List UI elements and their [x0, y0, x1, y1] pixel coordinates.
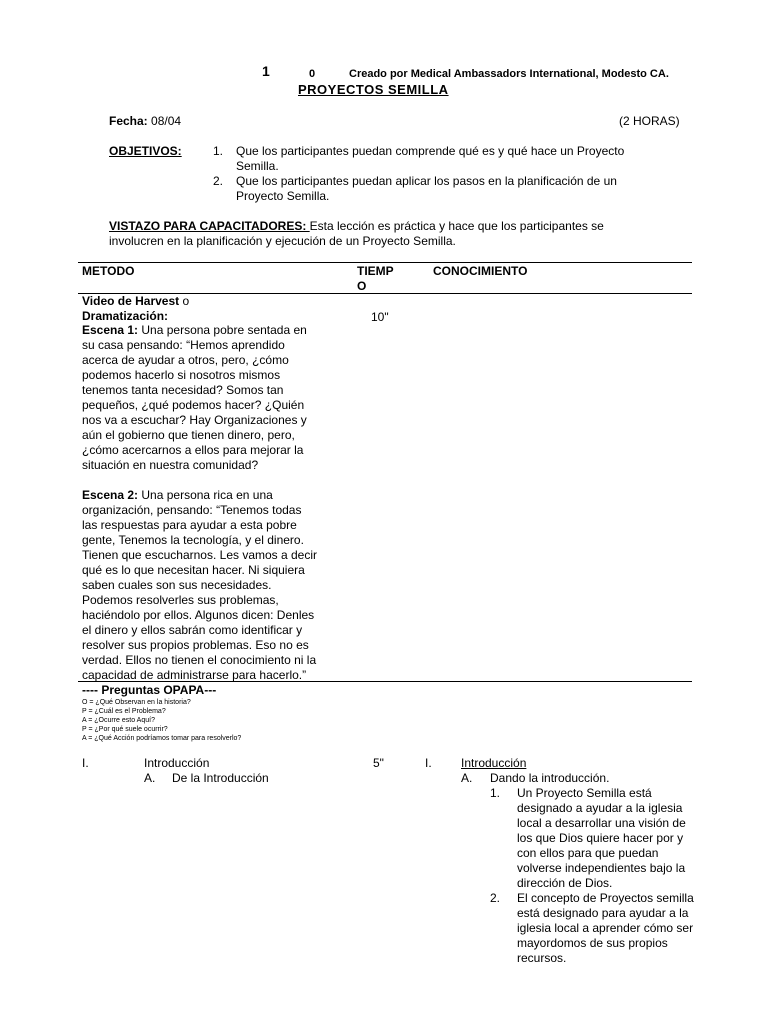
intro-left-roman: I.	[82, 756, 89, 770]
video-title: Video de Harvest	[82, 294, 180, 308]
vistazo-text: Esta lección es práctica y hace que los participantes se involucren en la planificación y ejecución de un Proyecto Semilla.	[109, 219, 604, 248]
col-header-conocimiento: CONOCIMIENTO	[433, 264, 528, 278]
fecha-row	[109, 114, 181, 129]
intro-right-roman: I.	[425, 756, 432, 770]
fecha-label: Fecha:	[109, 114, 148, 128]
escena-2-text: Una persona rica en una organización, pensando: “Tenemos todas las respuestas para ayudar a esta pobre gente, Tenemos la tecnología, y el dinero. Tienen que escucharnos. Les vamos a decir qué es lo que necesitan hacer. Ni siquiera saben cuales son sus necesidades. Podemos resolverles sus problemas, haciéndolo por ellos. Algunos dicen: Denles el dinero y ellos sabrán como identificar y resolver sus propios problemas. Eso no es verdad. Ellos no tienen el conocimiento ni la capacidad de administrarse para hacerlo.”	[82, 488, 318, 682]
intro-left-sub-letter: A.	[144, 771, 156, 785]
intro-point-2-text: El concepto de Proyectos semilla está designado para ayudar a la iglesia local a aprender cómo ser mayordomos de sus propios recursos.	[517, 891, 694, 965]
objetivo-num-2: 2.	[213, 174, 224, 188]
opapa-line-o: O = ¿Qué Observan en la historia?	[82, 699, 191, 706]
objetivos-label: OBJETIVOS:	[109, 144, 182, 158]
table-top-rule	[78, 262, 692, 263]
intro-right-sub-letter: A.	[461, 771, 473, 785]
opapa-line-a2: A = ¿Qué Acción podríamos tomar para resolverlo?	[82, 735, 242, 742]
intro-right-title: Introducción	[461, 756, 527, 770]
vistazo-paragraph	[109, 219, 669, 249]
intro-point-1-num: 1.	[490, 786, 501, 800]
intro-right-sub-text: Dando la introducción.	[490, 771, 610, 785]
intro-time: 5"	[373, 756, 384, 770]
col-header-metodo: METODO	[82, 264, 135, 278]
objetivo-text-1: Que los participantes puedan comprende qué es y qué hace un Proyecto Semilla.	[236, 144, 625, 173]
opapa-title: ---- Preguntas OPAPA---	[82, 683, 217, 697]
intro-point-1-text: Un Proyecto Semilla está designado a ayudar a la iglesia local a desarrollar una visión de los que Dios quiere hacer por y con ellos para que puedan volverse independientes bajo la dirección de Dios.	[517, 786, 686, 890]
objetivo-num-1: 1.	[213, 144, 224, 158]
header-credit: Creado por Medical Ambassadors International, Modesto CA.	[349, 68, 669, 80]
duration: (2 HORAS)	[619, 114, 680, 128]
opapa-line-p1: P = ¿Cuál es el Problema?	[82, 708, 166, 715]
escena-1-text: Una persona pobre sentada en su casa pensando: “Hemos aprendido acerca de ayudar a otros, pero, ¿cómo podemos hacerlo si nosotros mismos tenemos tanta necesidad? Somos tan pequeños, ¿qué podemos hacer? ¿Quién nos va a escuchar? Hay Organizaciones y aún el gobierno que tienen dinero, pero, ¿cómo acercarnos a ellos para mejorar la situación en nuestra comunidad?	[82, 323, 307, 472]
escena-1	[82, 323, 342, 473]
escena-2	[82, 488, 344, 683]
header-zero: 0	[309, 68, 316, 80]
video-time: 10"	[371, 310, 389, 324]
opapa-line-p2: P = ¿Por qué suele ocurrir?	[82, 726, 168, 733]
col-header-tiempo: TIEMP O	[357, 264, 394, 293]
escena-2-label: Escena 2:	[82, 488, 139, 502]
objetivo-text-2: Que los participantes puedan aplicar los pasos en la planificación de un Proyecto Semilla.	[236, 174, 617, 203]
page-title: PROYECTOS SEMILLA	[298, 82, 449, 97]
video-title-row	[82, 294, 189, 309]
intro-left-title: Introducción	[144, 756, 210, 770]
section-rule	[78, 681, 692, 682]
dramatizacion-label: Dramatización:	[82, 309, 169, 323]
vistazo-label: VISTAZO PARA CAPACITADORES:	[109, 219, 310, 233]
intro-left-sub-text: De la Introducción	[172, 771, 269, 785]
intro-point-2-num: 2.	[490, 891, 501, 905]
opapa-line-a1: A = ¿Ocurre esto Aquí?	[82, 717, 155, 724]
page-number: 1	[262, 63, 270, 79]
escena-1-label: Escena 1:	[82, 323, 139, 337]
fecha-value: 08/04	[147, 114, 182, 128]
video-title-suffix: o	[179, 294, 190, 308]
